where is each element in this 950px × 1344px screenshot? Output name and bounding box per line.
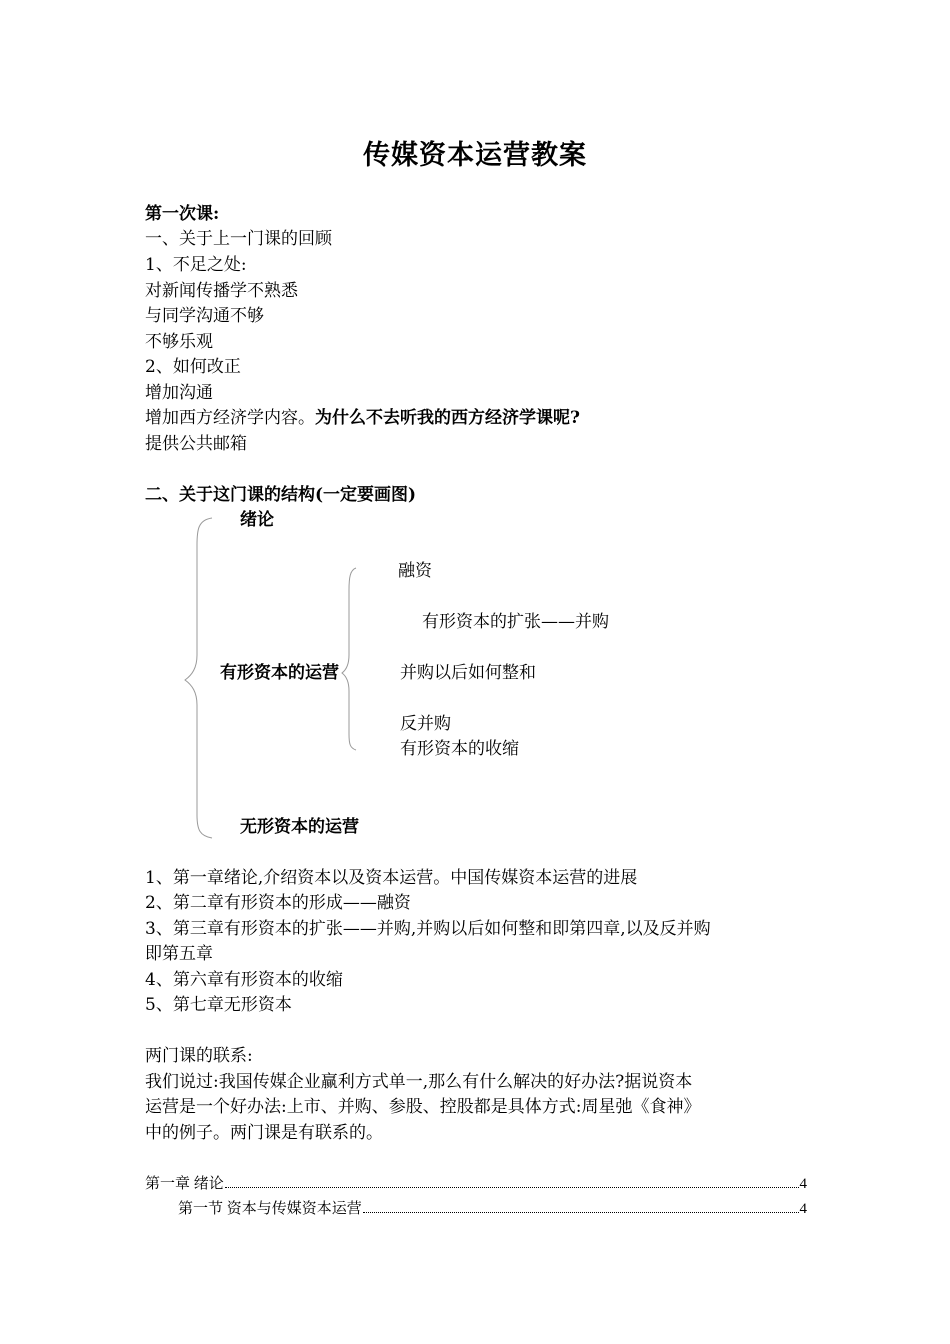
toc-page-number: 4 [799,1176,807,1192]
chapter-line: 即第五章 [145,944,213,964]
toc-entry[interactable] [145,1174,807,1194]
toc-leader-dots [363,1211,799,1213]
relation-line: 我们说过:我国传媒企业赢利方式单一,那么有什么解决的好办法?据说资本 [145,1072,693,1092]
structure-intro: 绪论 [240,510,274,530]
structure-sub-item: 有形资本的收缩 [400,739,519,759]
relation-line: 运营是一个好办法:上市、并购、参股、控股都是具体方式:周星弛《食神》 [145,1097,701,1117]
chapter-line: 4、第六章有形资本的收缩 [145,970,343,990]
structure-sub-item: 反并购 [400,714,451,734]
chapter-line: 5、第七章无形资本 [145,995,292,1015]
improve-plain-text: 增加西方经济学内容。 [145,408,315,428]
improve-item: 增加沟通 [145,383,213,403]
shortcoming-item: 不够乐观 [145,332,213,352]
relation-line: 中的例子。两门课是有联系的。 [145,1123,383,1143]
toc-label: 第一节 资本与传媒资本运营 [178,1201,362,1217]
page-title: 传媒资本运营教案 [363,140,587,171]
shortcoming-item: 与同学沟通不够 [145,306,264,326]
lesson-heading: 第一次课: [145,204,220,224]
structure-sub-item: 融资 [398,561,432,581]
toc-entry[interactable] [178,1199,807,1219]
shortcomings-title: 1、不足之处: [145,255,247,275]
toc-page-number: 4 [799,1201,807,1217]
toc-label: 第一章 绪论 [145,1176,224,1192]
inner-brace [342,568,356,750]
structure-intangible: 无形资本的运营 [240,817,359,837]
structure-tangible: 有形资本的运营 [220,663,339,683]
outer-brace [185,518,212,838]
review-title: 一、关于上一门课的回顾 [145,229,332,249]
shortcoming-item: 对新闻传播学不熟悉 [145,281,298,301]
structure-heading: 二、关于这门课的结构(一定要画图) [145,485,417,505]
structure-sub-item: 并购以后如何整和 [400,663,536,683]
relation-heading: 两门课的联系: [145,1046,253,1066]
chapter-line: 1、第一章绪论,介绍资本以及资本运营。中国传媒资本运营的进展 [145,868,638,888]
improve-bold-question: 为什么不去听我的西方经济学课呢? [315,408,580,428]
structure-sub-item: 有形资本的扩张——并购 [422,612,609,632]
chapter-line: 2、第二章有形资本的形成——融资 [145,893,411,913]
improve-title: 2、如何改正 [145,357,241,377]
chapter-line: 3、第三章有形资本的扩张——并购,并购以后如何整和即第四章,以及反并购 [145,919,711,939]
improve-item: 提供公共邮箱 [145,434,247,454]
toc-leader-dots [225,1186,799,1188]
